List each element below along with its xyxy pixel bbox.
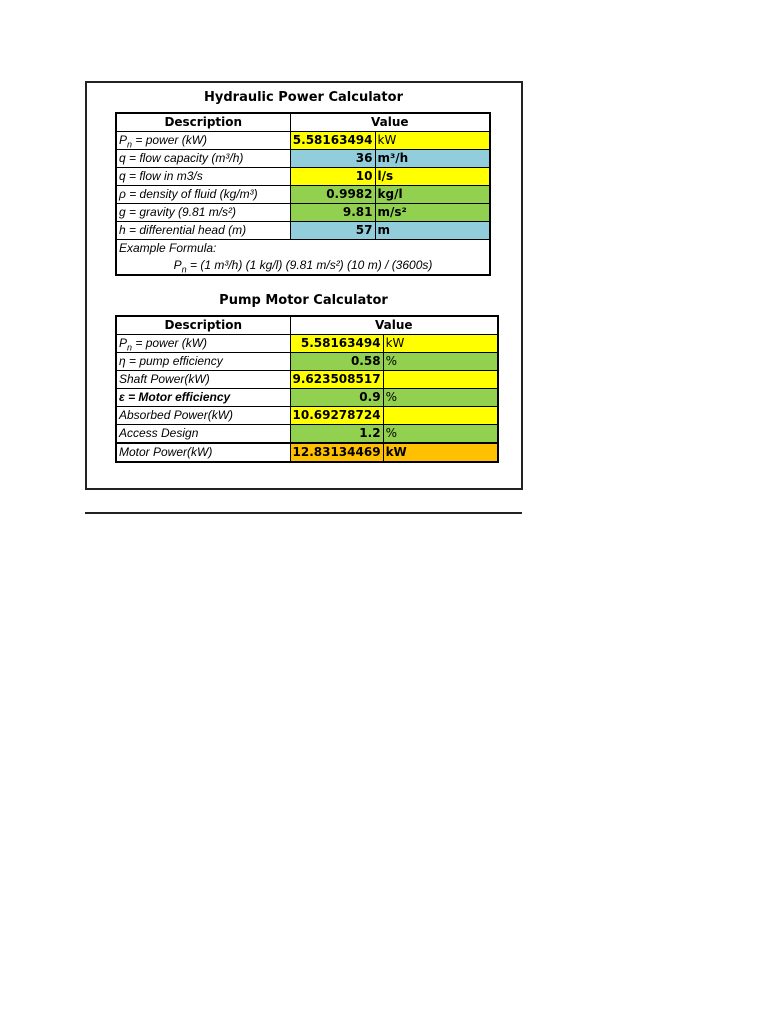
power-unit: kW [383,335,498,353]
power-unit: kW [375,132,490,150]
hydraulic-calculator-title: Hydraulic Power Calculator [204,90,403,105]
flow-unit: l/s [375,168,490,186]
access-design-value-cell[interactable]: 1.2 [290,425,383,444]
table-header-row [116,316,498,335]
pump-efficiency-unit: % [383,353,498,371]
flow-capacity-value-cell[interactable]: 36 [290,150,375,168]
density-unit: kg/l [375,186,490,204]
row-description: q = flow in m3/s [116,168,290,186]
motor-power-value-cell[interactable]: 12.83134469 [290,443,383,462]
table-row-power [116,132,490,150]
table-header-row [116,113,490,132]
gravity-unit: m/s² [375,204,490,222]
head-value-cell[interactable]: 57 [290,222,375,240]
row-description: Motor Power(kW) [116,443,290,462]
power-value-cell[interactable]: 5.58163494 [290,132,375,150]
shaft-power-unit [383,371,498,389]
flow-capacity-unit: m³/h [375,150,490,168]
table-row-motor-efficiency [116,389,498,407]
description-header: Description [116,113,290,132]
row-description: ρ = density of fluid (kg/m³) [116,186,290,204]
pump-efficiency-value-cell[interactable]: 0.58 [290,353,383,371]
table-row-shaft-power [116,371,498,389]
gravity-value-cell[interactable]: 9.81 [290,204,375,222]
example-formula: $P_n = (1$ m³/h) (1 kg/l) (9.81 m/s²) (10 m) / (3600s) [116,257,490,275]
table-row-flow [116,168,490,186]
access-design-unit: % [383,425,498,444]
pump-motor-calculator-table [115,315,499,463]
absorbed-power-unit [383,407,498,425]
absorbed-power-value-cell[interactable]: 10.69278724 [290,407,383,425]
description-header: Description [116,316,290,335]
table-row-flow-capacity [116,150,490,168]
value-header: Value [290,113,490,132]
table-row-access-design [116,425,498,444]
power-value-cell[interactable]: 5.58163494 [290,335,383,353]
table-row-pump-efficiency [116,353,498,371]
calculator-frame [85,81,523,490]
table-row-head [116,222,490,240]
table-row-power [116,335,498,353]
hydraulic-calculator-table [115,112,491,276]
pump-calculator-title: Pump Motor Calculator [219,293,388,308]
density-value-cell[interactable]: 0.9982 [290,186,375,204]
formula-label: Example Formula: [116,240,490,258]
row-description: η = pump efficiency [116,353,290,371]
motor-efficiency-value-cell[interactable]: 0.9 [290,389,383,407]
motor-efficiency-unit: % [383,389,498,407]
value-header: Value [290,316,498,335]
motor-power-unit: kW [383,443,498,462]
table-row-motor-power [116,443,498,462]
formula-label-row [116,240,490,258]
row-description: Access Design [116,425,290,444]
shaft-power-value-cell[interactable]: 9.623508517 [290,371,383,389]
row-description: g = gravity (9.81 m/s²) [116,204,290,222]
row-description: ε = Motor efficiency [116,389,290,407]
table-row-gravity [116,204,490,222]
formula-row [116,257,490,275]
row-description: h = differential head (m) [116,222,290,240]
page-divider [85,512,522,514]
table-row-absorbed-power [116,407,498,425]
flow-value-cell[interactable]: 10 [290,168,375,186]
head-unit: m [375,222,490,240]
row-description: q = flow capacity (m³/h) [116,150,290,168]
row-description: $P_n$ = power (kW) [116,335,290,353]
row-description: Shaft Power(kW) [116,371,290,389]
table-row-density [116,186,490,204]
row-description: Absorbed Power(kW) [116,407,290,425]
row-description: $P_n$ = power (kW) [116,132,290,150]
